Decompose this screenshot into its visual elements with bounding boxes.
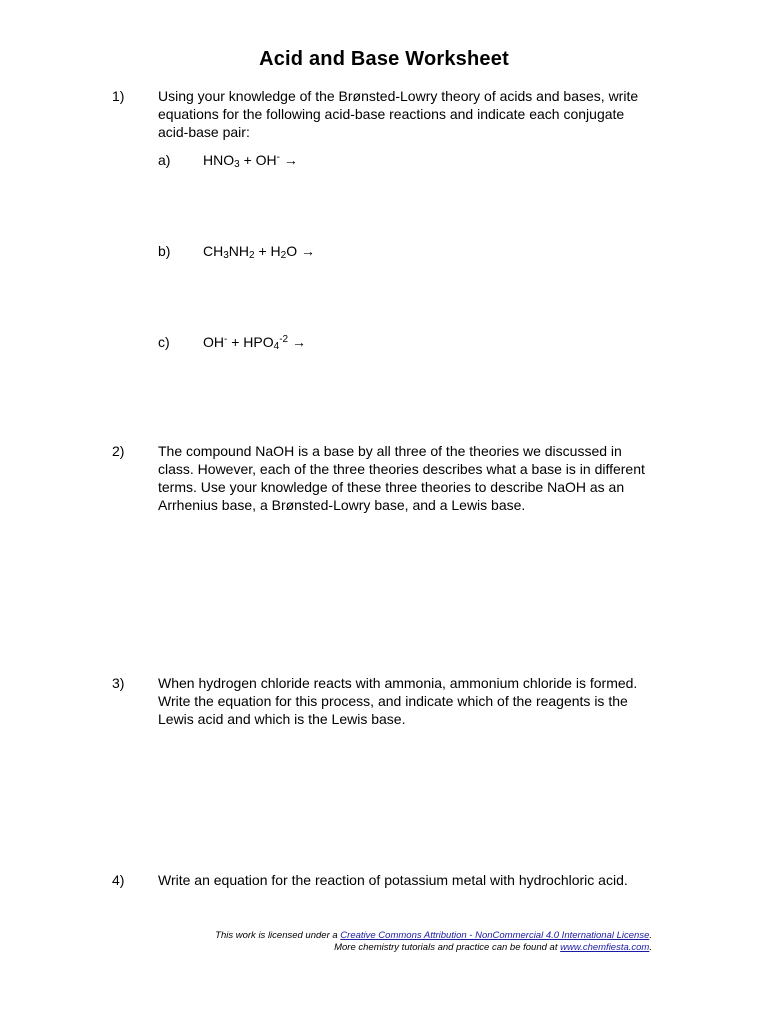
question-1 xyxy=(112,87,652,141)
question-number: 1) xyxy=(112,88,125,104)
question-number: 3) xyxy=(112,675,125,691)
question-2 xyxy=(112,442,652,514)
equation: $CH_3NH_2 + H_2O$ → xyxy=(203,243,316,261)
equation: $HNO_3 + OH^-$ → xyxy=(203,152,298,170)
arrow-icon: → xyxy=(280,152,298,168)
question-text: Using your knowledge of the Brønsted-Lowry theory of acids and bases, write equations for the following acid-base reactions and indicate each conjugate acid-base pair: xyxy=(158,88,639,140)
equation: $OH^- + HPO_4^{-2}$ → xyxy=(203,334,306,352)
website-line: More chemistry tutorials and practice can be found at www.chemfiesta.com. xyxy=(334,942,652,953)
website-link[interactable]: www.chemfiesta.com xyxy=(560,942,650,953)
license-line: This work is licensed under a Creative Commons Attribution - NonCommercial 4.0 International License. xyxy=(215,930,652,941)
part-letter: b) xyxy=(158,243,171,259)
question-text: Write an equation for the reaction of potassium metal with hydrochloric acid. xyxy=(158,872,628,888)
arrow-icon: → xyxy=(297,243,316,259)
question-number: 4) xyxy=(112,872,125,888)
part-letter: a) xyxy=(158,152,171,168)
question-4 xyxy=(112,871,652,889)
part-letter: c) xyxy=(158,334,170,350)
question-3 xyxy=(112,674,652,728)
question-number: 2) xyxy=(112,443,125,459)
arrow-icon: → xyxy=(288,334,306,350)
page-title: Acid and Base Worksheet xyxy=(259,48,509,70)
license-link[interactable]: Creative Commons Attribution - NonCommercial 4.0 International License xyxy=(340,930,650,941)
license-footer xyxy=(215,930,652,954)
question-text: When hydrogen chloride reacts with ammonia, ammonium chloride is formed. Write the equation for this process, and indicate which of the reagents is the Lewis acid and which is the Lewis base. xyxy=(158,675,638,727)
question-text: The compound NaOH is a base by all three of the theories we discussed in class. However, each of the three theories describes what a base is in different terms. Use your knowledge of these three theories to describe NaOH as an Arrhenius base, a Brønsted-Lowry base, and a Lewis base. xyxy=(158,443,645,513)
